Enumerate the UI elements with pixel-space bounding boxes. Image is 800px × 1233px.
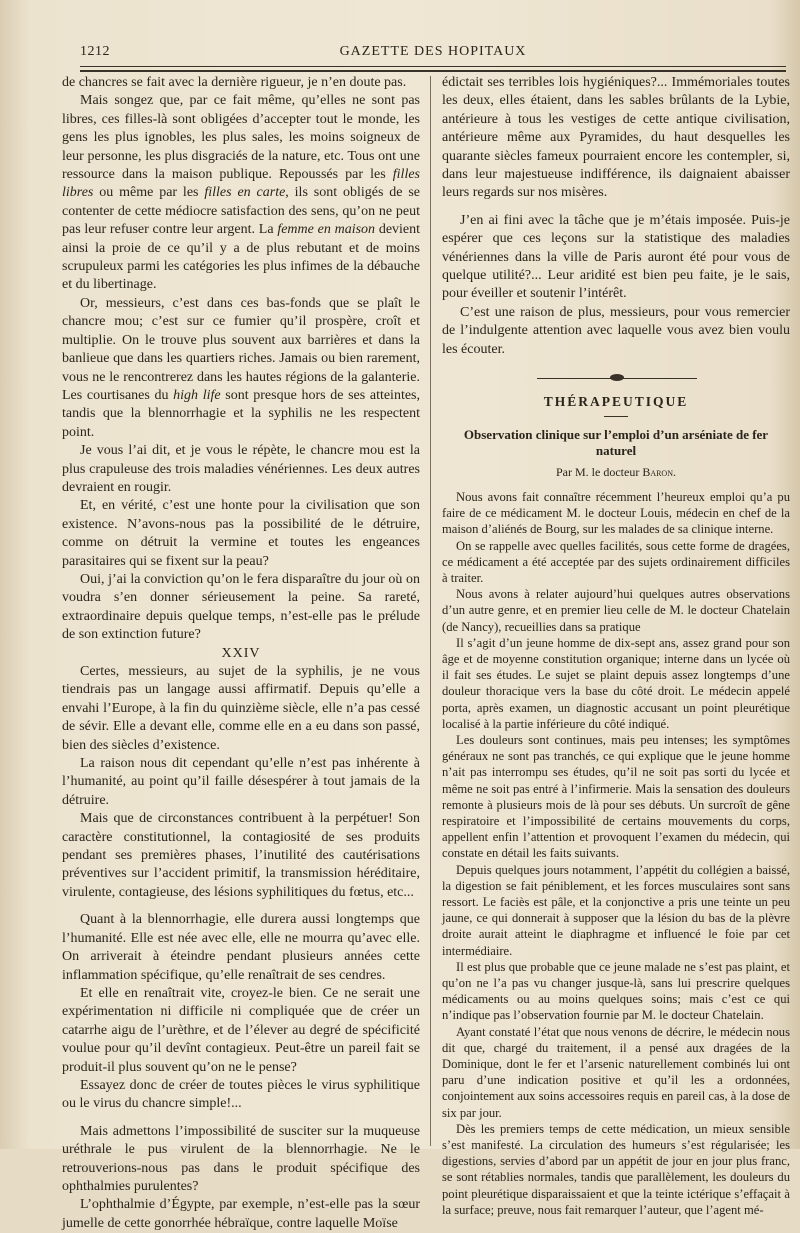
- paragraph: La raison nous dit cependant qu’elle n’est pas inhérente à l’humanité, au point qu’il faille désespérer à tout jamais de la détruire.: [62, 756, 420, 808]
- paragraph: Mais que de circonstances contribuent à la perpétuer! Son caractère constitutionnel, la contagiosité de ses produits pendant ses premières phases, l’inutilité des cautérisations préventives sur l’accident primitif, la transmission héréditaire, virulente, contagieuse, des lésions syphilitiques du fœtus, etc...: [62, 811, 420, 900]
- rubric-rule: [604, 416, 628, 417]
- paragraph: Certes, messieurs, au sujet de la syphilis, je ne vous tiendrais pas un langage aussi affirmatif. Depuis qu’elle a envahi l’Europe, à la fin du quinzième siècle, elle n’a pas cessé de sévir. Elle a devant elle, comme elle en a eu dans son passé, bien des siècles d’existence.: [62, 664, 420, 753]
- page-number: 1212: [80, 44, 110, 59]
- ornamental-divider: [442, 373, 790, 383]
- header-rule-thin: [80, 66, 786, 67]
- journal-title: GAZETTE DES HOPITAUX: [339, 44, 527, 59]
- paragraph: Et elle en renaîtrait vite, croyez-le bien. Ce ne serait une expérimentation ni difficile ni compliquée que de créer un catarrhe aigu de l’urèthre, et de l’élever au degré de spécificité voulue pour qu’il devînt contagieux. Peut-être un pareil fait se produit-il plus souvent qu’on ne le pense?: [62, 985, 420, 1075]
- paragraph: L’ophthalmie d’Égypte, par exemple, n’est-elle pas la sœur jumelle de cette gonorrhée hébraïque, contre laquelle Moïse: [62, 1197, 420, 1231]
- paragraph: C’est une raison de plus, messieurs, pour vous remercier de l’indulgente attention avec laquelle vous avez bien voulu les écouter.: [442, 304, 790, 357]
- paragraph: Il est plus que probable que ce jeune malade ne s’est pas plaint, et qu’on ne l’a pas vu changer jusque-là, sans lui prescrire quelques médicaments ou au moins quelques soins; mais c’est ce qui n’indique pas l’observation fournie par M. le docteur Chatelain.: [442, 959, 790, 1023]
- divider-ornament: [610, 374, 624, 381]
- column-divider: [430, 76, 431, 1146]
- paragraph: Dès les premiers temps de cette médication, un mieux sensible s’est manifesté. La circulation des humeurs s’est régularisée; les digestions, servies d’abord par un appétit de jour en jour plus franc, se sont rétablies normales, tandis que parallèlement, les douleurs du point pleurétique disparaissaient et que la teinte ictérique s’effaçait à la surface; preuve, nous fait remarquer l’auteur, que l’agent mé-: [442, 1121, 790, 1217]
- paragraph: Quant à la blennorrhagie, elle durera aussi longtemps que l’humanité. Elle est née avec elle, elle ne mourra qu’avec elle. On arriverait à éteindre pendant plusieurs années cette inflammation spécifique, qu’elle renaîtrait de ses cendres.: [62, 912, 420, 983]
- paragraph: Essayez donc de créer de toutes pièces le virus syphilitique ou le virus du chancre simple!...: [62, 1077, 420, 1112]
- paragraph: Il s’agit d’un jeune homme de dix-sept ans, assez grand pour son âge et de moyenne constitution organique; interne dans un lycée où il fait ses études. Le sujet se plaint depuis assez longtemps d’une douleur thoracique vers la base du côté droit. Le médecin appelé porta, après examen, un diagnostic accusant un point pleurétique localisé à la partie inférieure du côté indiqué.: [442, 635, 790, 731]
- header-rule-thick: [80, 70, 786, 72]
- paragraph: Depuis quelques jours notamment, l’appétit du collégien a baissé, la digestion se fait péniblement, et les forces musculaires sont sans ressort. Le faciès est pâle, et la conjonctive a pris une teinte un peu jaune, ce qui donnerait à supposer que la lésion du bas de la plèvre droite aurait atteint le diaphragme et influencé le foie par cet intermédiaire.: [442, 862, 790, 958]
- paragraph: On se rappelle avec quelles facilités, sous cette forme de dragées, ce médicament a été acceptée par des sujets ordinairement difficiles à traiter.: [442, 538, 790, 585]
- paragraph: Nous avons fait connaître récemment l’heureux emploi qu’a pu faire de ce médicament M. le docteur Louis, médecin en chef de la maison d’aliénés de Bourg, sur les malades de sa clinique interne.: [442, 489, 790, 537]
- paragraph: Or, messieurs, c’est dans ces bas-fonds que se plaît le chancre mou; c’est sur ce fumier qu’il prospère, croît et multiplie. On le trouve plus souvent aux barrières et dans la banlieue que dans les quartiers riches. Jamais ou bien rarement, vous ne le rencontrerez dans les hautes régions de la galanterie. Les courtisanes du high life sont presque hors de ses atteintes, tandis que la blennorrhagie et la syphilis ne les respectent point.: [62, 295, 420, 440]
- paragraph: Je vous l’ai dit, et je vous le répète, le chancre mou est la plus crapuleuse des trois maladies vénériennes. Les deux autres devraient en rougir.: [62, 443, 420, 495]
- paragraph: Et, en vérité, c’est une honte pour la civilisation que son existence. N’avons-nous pas la possibilité de le détruire, comme on détruit la vermine et toutes les engeances parasitaires qui se fixent sur la peau?: [62, 498, 420, 569]
- article-body: [442, 489, 790, 1218]
- paragraph: Mais songez que, par ce fait même, qu’elles ne sont pas libres, ces filles-là sont obligées d’accepter tout le monde, les gens les plus ignobles, les plus sales, les moins soigneux de leur personne, les plus disgraciés de la nature, etc. Tous ont une ressource dans la maison publique. Repoussés par les filles libres ou même par les filles en carte, ils sont obligés de se contenter de cette médiocre satisfaction des sens, qu’on ne peut pas leur refuser contre leur argent. La femme en maison devient ainsi la proie de ce qu’il y a de plus rebutant et de moins scrupuleux parmi les catégories les plus infimes de la débauche et du libertinage.: [62, 93, 421, 293]
- article-byline: Par M. le docteur Baron.: [556, 464, 676, 479]
- paragraph: J’en ai fini avec la tâche que je m’étais imposée. Puis-je espérer que ces leçons sur la statistique des maladies vénériennes dans la ville de Paris auront été pour vous de quelque utilité?... Leur aridité est bien peu faite, je le sais, pour éveiller et soutenir l’intérêt.: [442, 212, 790, 302]
- paragraph: de chancres se fait avec la dernière rigueur, je n’en doute pas.: [62, 75, 407, 90]
- paragraph: édictait ses terribles lois hygiéniques?... Immémoriales toutes les deux, elles étaient, dans les sables brûlants de la Lybie, antérieure à tous les vestiges de cette antique civilisation, antérieure même aux Pyramides, du haut desquelles les quarante siècles fameux pourraient encore les contempler, si, dans leur majestueuse indifférence, ils daignaient abaisser leurs regards sur nos misères.: [442, 75, 790, 201]
- section-number: XXIV: [221, 645, 261, 661]
- paragraph: Les douleurs sont continues, mais peu intenses; les symptômes généraux ne sont pas tranchés, ce qui explique que le jeune homme n’ait pas interrompu ses études, qu’il ne soit pas sorti du lycée et même ne soit pas entré à l’infirmerie. Mais la sensation des douleurs remonte à plusieurs mois de là pour ses débuts. Un surcroît de gêne respiratoire et l’impossibilité de certains mouvements du corps, appellent enfin l’attention et provoquent l’examen du médecin, qui constate en détail les faits suivants.: [442, 732, 790, 861]
- paragraph: Mais admettons l’impossibilité de susciter sur la muqueuse uréthrale le pus virulent de la blennorrhagie. Ne le retrouverions-nous pas dans le produit spécifique des ophthalmies purulentes?: [62, 1123, 420, 1194]
- rubric-heading: THÉRAPEUTIQUE: [543, 394, 689, 410]
- article-title: Observation clinique sur l’emploi d’un arséniate de fer naturel: [463, 426, 769, 458]
- paragraph: Nous avons à relater aujourd’hui quelques autres observations d’un autre genre, et en premier lieu celle de M. le docteur Chatelain (de Nancy), recueillies dans sa pratique: [442, 587, 790, 634]
- paragraph: Oui, j’ai la conviction qu’on le fera disparaître du jour où on voudra s’en donner sérieusement la peine. Sa rareté, extraordinaire depuis quelque temps, n’est-elle pas le prélude de son extinction future?: [62, 571, 420, 643]
- right-column: [442, 74, 790, 1217]
- paragraph: Ayant constaté l’état que nous venons de décrire, le médecin nous dit que, chargé du traitement, il a pensé aux dragées de la Dominique, dont le fer et l’arsenic naturellement combinés lui ont paru d’une indication positive et qu’il les a ordonnées, conjointement aux soins accessoires requis en pareil cas, à la dose de six par jour.: [442, 1024, 790, 1120]
- page-header: [80, 44, 786, 64]
- left-column: [62, 74, 421, 1231]
